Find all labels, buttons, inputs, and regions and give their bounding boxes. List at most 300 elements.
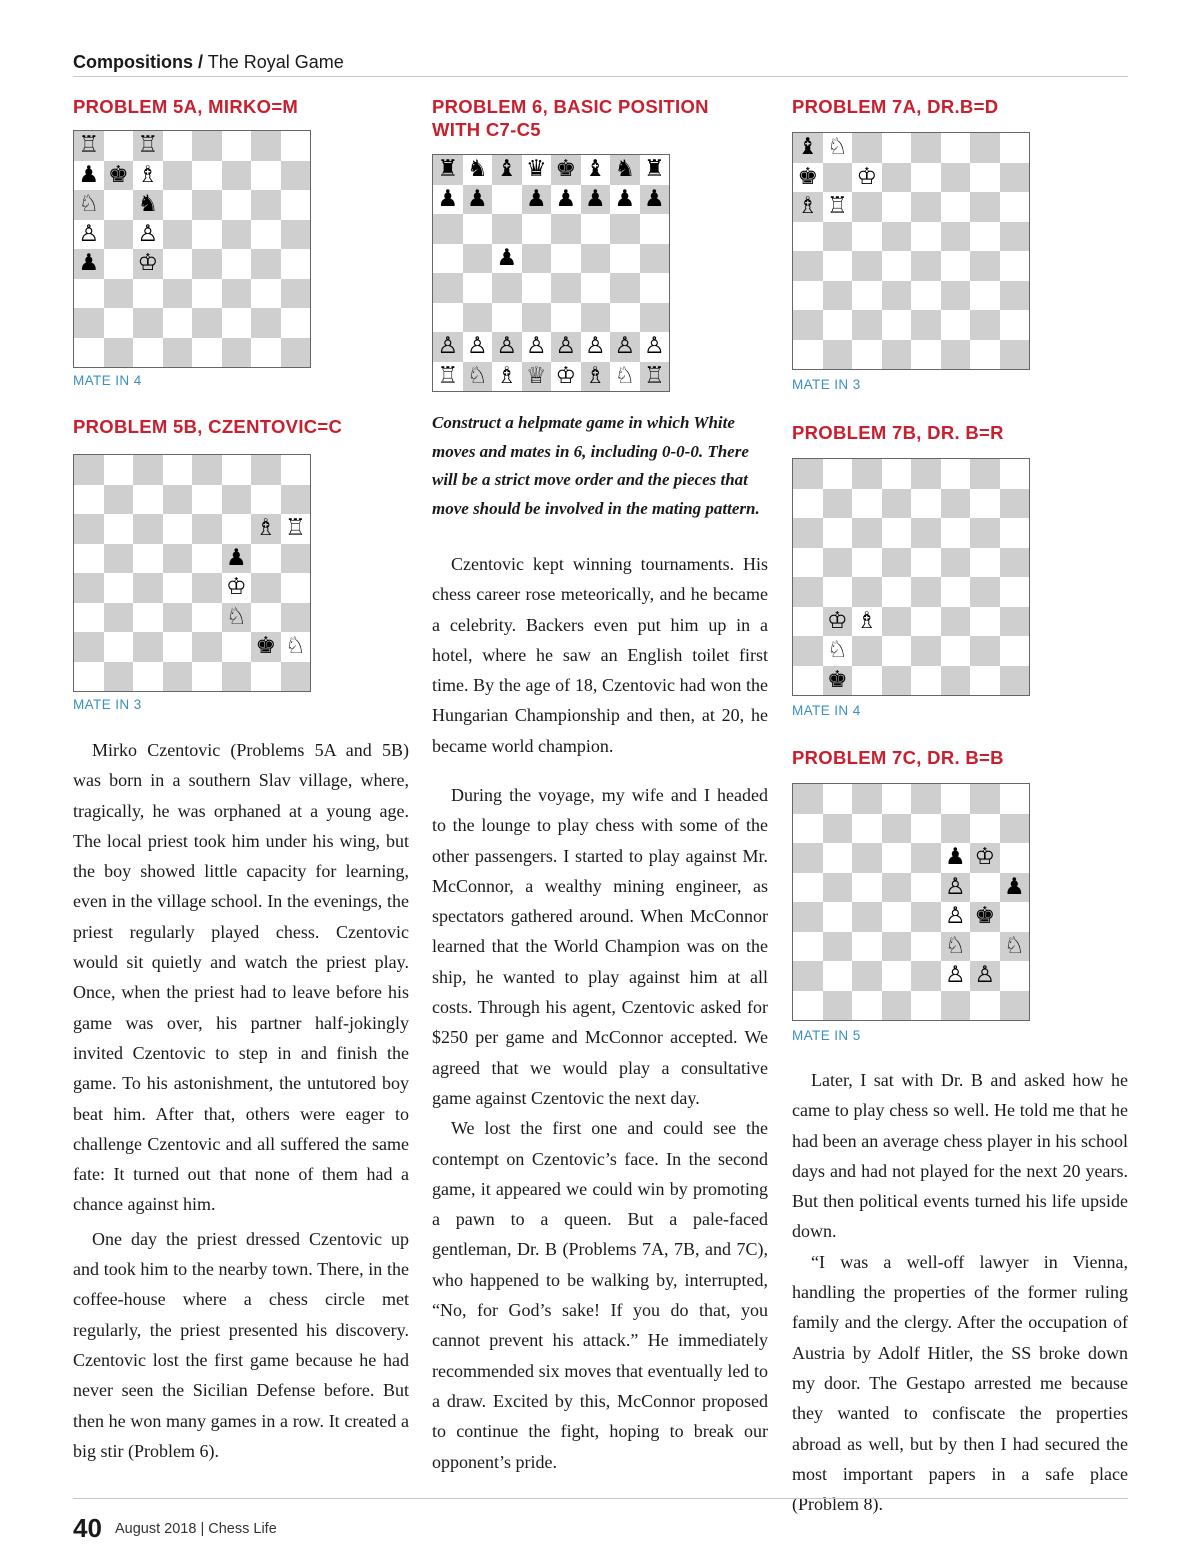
column-1-text (73, 735, 409, 1466)
square-d2 (163, 632, 193, 662)
white-pawn-icon: ♙ (944, 962, 966, 989)
square-c5 (852, 873, 882, 903)
square-c5 (852, 548, 882, 578)
square-f5 (941, 873, 971, 903)
square-f8 (581, 155, 611, 185)
square-g4 (970, 577, 1000, 607)
square-e2 (911, 636, 941, 666)
square-b2 (463, 332, 493, 362)
square-e8 (551, 155, 581, 185)
square-c7 (492, 185, 522, 215)
square-e2 (192, 632, 222, 662)
section-name: Compositions (73, 52, 193, 72)
square-f2 (222, 632, 252, 662)
black-king-icon: ♚ (107, 161, 129, 188)
square-f1 (941, 666, 971, 696)
square-h8 (1000, 133, 1030, 163)
square-e5 (911, 548, 941, 578)
square-c1 (852, 666, 882, 696)
square-g1 (610, 362, 640, 392)
square-e8 (192, 455, 222, 485)
square-c8 (852, 784, 882, 814)
problem-7c-board (792, 783, 1030, 1021)
problem-5b-board (73, 454, 311, 692)
square-e7 (911, 163, 941, 193)
square-g2 (970, 636, 1000, 666)
square-f3 (941, 932, 971, 962)
square-a4 (793, 577, 823, 607)
square-b2 (104, 632, 134, 662)
square-b6 (823, 843, 853, 873)
square-e2 (192, 308, 222, 338)
white-king-icon: ♔ (225, 574, 247, 601)
white-bishop-icon: ♗ (797, 193, 819, 220)
square-a3 (74, 279, 104, 309)
square-f4 (222, 249, 252, 279)
square-d2 (163, 308, 193, 338)
square-c3 (852, 932, 882, 962)
square-a5 (793, 222, 823, 252)
square-b4 (823, 902, 853, 932)
square-f4 (581, 273, 611, 303)
square-a7 (793, 814, 823, 844)
square-e3 (911, 932, 941, 962)
square-g7 (251, 161, 281, 191)
problem-7b-caption: MATE IN 4 (792, 703, 861, 718)
black-queen-icon: ♛ (525, 156, 547, 183)
square-a1 (74, 338, 104, 368)
black-pawn-icon: ♟ (437, 185, 459, 212)
square-f2 (222, 308, 252, 338)
square-e3 (551, 303, 581, 333)
square-c2 (852, 636, 882, 666)
square-f4 (941, 577, 971, 607)
square-a8 (793, 459, 823, 489)
column-3-text (792, 1065, 1128, 1519)
paragraph: Mirko Czentovic (Problems 5A and 5B) was born in a southern Slav village, where, tragically, he was orphaned at a young age. The local priest took him under his wing, but the boy showed little capacity for learning, even in the village school. In the evenings, the priest regularly played chess. Czentovic would sit quietly and watch the priest play. Once, when the priest had to leave before his game was over, his partner half-jokingly invited Czentovic to step in and finish the game. To his astonishment, the untutored boy beat him. After that, others were eager to challenge Czentovic and all suffered the same fate: It turned out that none of them had a chance against him. (73, 740, 409, 1215)
square-a5 (793, 548, 823, 578)
square-f7 (581, 185, 611, 215)
square-b7 (823, 814, 853, 844)
square-b4 (104, 249, 134, 279)
square-b2 (104, 308, 134, 338)
square-d8 (882, 784, 912, 814)
square-c7 (133, 161, 163, 191)
problem-6-stipulation: Construct a helpmate game in which White moves and mates in 6, including 0-0-0. There will be a strict move order and the pieces that move should be involved in the mating pattern. (432, 413, 760, 518)
square-f1 (581, 362, 611, 392)
square-e5 (192, 544, 222, 574)
white-pawn-icon: ♙ (555, 333, 577, 360)
square-g3 (970, 932, 1000, 962)
square-e1 (192, 338, 222, 368)
square-f8 (941, 133, 971, 163)
white-knight-icon: ♘ (1003, 932, 1025, 959)
square-c5 (852, 222, 882, 252)
black-knight-icon: ♞ (137, 191, 159, 218)
square-c6 (852, 518, 882, 548)
square-h7 (1000, 814, 1030, 844)
square-h8 (281, 131, 311, 161)
square-a1 (793, 991, 823, 1021)
square-b3 (823, 281, 853, 311)
square-g1 (970, 991, 1000, 1021)
square-a6 (74, 514, 104, 544)
black-king-icon: ♚ (974, 903, 996, 930)
square-e8 (911, 459, 941, 489)
square-h4 (1000, 902, 1030, 932)
square-b5 (823, 222, 853, 252)
problem-7a-title: PROBLEM 7A, DR.B=D (792, 96, 999, 117)
square-f5 (941, 548, 971, 578)
square-h1 (281, 338, 311, 368)
square-f6 (222, 190, 252, 220)
square-f4 (941, 251, 971, 281)
square-f4 (222, 573, 252, 603)
square-h8 (1000, 459, 1030, 489)
square-c7 (852, 163, 882, 193)
square-a8 (74, 455, 104, 485)
square-b8 (823, 133, 853, 163)
square-h2 (640, 332, 670, 362)
paragraph: One day the priest dressed Czentovic up and took him to the nearby town. There, in the coffee-house where a chess circle met regularly, the priest presented his discovery. Czentovic lost the first game because he had never seen the Sicilian Defense before. But then he won many games in a row. It created a big stir (Problem 6). (73, 1228, 409, 1461)
square-c3 (133, 603, 163, 633)
square-a2 (74, 632, 104, 662)
square-g5 (610, 244, 640, 274)
problem-5a-board (73, 130, 311, 368)
square-g1 (251, 338, 281, 368)
square-f1 (222, 338, 252, 368)
square-a5 (74, 544, 104, 574)
square-h1 (640, 362, 670, 392)
white-pawn-icon: ♙ (78, 220, 100, 247)
square-a8 (793, 784, 823, 814)
square-g8 (610, 155, 640, 185)
square-f7 (941, 814, 971, 844)
white-rook-icon: ♖ (137, 132, 159, 159)
square-a7 (793, 163, 823, 193)
square-d3 (522, 303, 552, 333)
square-g5 (970, 548, 1000, 578)
square-h2 (1000, 961, 1030, 991)
square-f7 (222, 485, 252, 515)
square-b7 (104, 485, 134, 515)
black-king-icon: ♚ (255, 633, 277, 660)
square-b8 (463, 155, 493, 185)
square-h6 (1000, 518, 1030, 548)
column-2-text-top (432, 549, 768, 761)
square-g3 (970, 281, 1000, 311)
square-e1 (911, 991, 941, 1021)
square-h7 (1000, 163, 1030, 193)
black-pawn-icon: ♟ (643, 185, 665, 212)
paragraph: We lost the first one and could see the contempt on Czentovic’s face. In the second game, it appeared we could win by promoting a pawn to a queen. But a pale-faced gentleman, Dr. B (Problems 7A, 7B, and 7C), who happened to be walking by, interrupted, “No, for God’s sake! If you do that, you cannot prevent his attack.” He immediately recommended six moves that eventually led to a draw. Excited by this, McConnor proposed to continue the fight, hoping to break our opponent’s pride. (432, 1118, 768, 1472)
square-c7 (852, 489, 882, 519)
square-g4 (610, 273, 640, 303)
square-c6 (133, 514, 163, 544)
square-f3 (222, 603, 252, 633)
black-pawn-icon: ♟ (555, 185, 577, 212)
square-e3 (911, 281, 941, 311)
square-a4 (433, 273, 463, 303)
square-g6 (970, 192, 1000, 222)
square-d2 (882, 961, 912, 991)
square-d3 (882, 932, 912, 962)
square-h7 (281, 485, 311, 515)
square-f2 (941, 636, 971, 666)
square-c3 (852, 281, 882, 311)
black-pawn-icon: ♟ (1003, 873, 1025, 900)
square-a4 (74, 249, 104, 279)
square-d6 (882, 843, 912, 873)
square-b4 (463, 273, 493, 303)
square-a8 (793, 133, 823, 163)
white-rook-icon: ♖ (826, 193, 848, 220)
square-c4 (133, 573, 163, 603)
square-a6 (74, 190, 104, 220)
black-pawn-icon: ♟ (78, 161, 100, 188)
square-e2 (551, 332, 581, 362)
square-g1 (970, 666, 1000, 696)
square-c4 (852, 251, 882, 281)
black-rook-icon: ♜ (437, 156, 459, 183)
issue-info: August 2018 | Chess Life (115, 1521, 277, 1537)
white-bishop-icon: ♗ (255, 515, 277, 542)
square-h5 (281, 544, 311, 574)
square-c1 (133, 662, 163, 692)
square-c2 (852, 961, 882, 991)
square-e8 (192, 131, 222, 161)
square-f7 (941, 489, 971, 519)
running-header (73, 52, 1128, 77)
problem-7a-board (792, 132, 1030, 370)
white-pawn-icon: ♙ (466, 333, 488, 360)
square-c5 (133, 220, 163, 250)
square-c5 (133, 544, 163, 574)
square-c2 (852, 310, 882, 340)
square-d4 (163, 573, 193, 603)
square-b3 (823, 607, 853, 637)
square-c8 (492, 155, 522, 185)
problem-7b-title: PROBLEM 7B, DR. B=R (792, 422, 1004, 443)
square-g3 (251, 279, 281, 309)
square-e4 (911, 251, 941, 281)
square-d4 (522, 273, 552, 303)
square-d7 (882, 814, 912, 844)
square-h4 (281, 249, 311, 279)
problem-7a-caption: MATE IN 3 (792, 377, 861, 392)
white-bishop-icon: ♗ (584, 362, 606, 389)
square-f6 (941, 192, 971, 222)
square-b2 (823, 636, 853, 666)
white-rook-icon: ♖ (643, 362, 665, 389)
square-c8 (852, 133, 882, 163)
page-number: 40 (73, 1513, 102, 1543)
white-pawn-icon: ♙ (137, 220, 159, 247)
square-d7 (163, 161, 193, 191)
black-king-icon: ♚ (826, 666, 848, 693)
white-bishop-icon: ♗ (496, 362, 518, 389)
square-c1 (852, 340, 882, 370)
square-h1 (1000, 340, 1030, 370)
square-g4 (251, 249, 281, 279)
square-a6 (793, 843, 823, 873)
square-g6 (970, 518, 1000, 548)
square-e7 (551, 185, 581, 215)
square-d3 (882, 607, 912, 637)
square-e5 (192, 220, 222, 250)
square-f6 (222, 514, 252, 544)
square-d2 (522, 332, 552, 362)
square-d6 (163, 514, 193, 544)
square-d8 (163, 455, 193, 485)
paragraph: During the voyage, my wife and I headed to the lounge to play chess with some of the other passengers. I started to play against Mr. McConnor, a wealthy mining engineer, as spectators gathered around. When McConnor learned that the World Champion was on the ship, he wanted to play against him at all costs. Through his agent, Czentovic asked for $250 per game and McConnor accepted. We agreed that we would play a consultative game against Czentovic the next day. (432, 785, 768, 1108)
square-b5 (104, 544, 134, 574)
black-pawn-icon: ♟ (496, 244, 518, 271)
square-c5 (492, 244, 522, 274)
square-h3 (1000, 281, 1030, 311)
square-a4 (74, 573, 104, 603)
square-e3 (192, 279, 222, 309)
square-a1 (793, 666, 823, 696)
square-a6 (793, 192, 823, 222)
square-a3 (793, 607, 823, 637)
square-g7 (970, 814, 1000, 844)
square-f6 (941, 518, 971, 548)
square-c1 (852, 991, 882, 1021)
square-f5 (222, 220, 252, 250)
square-g2 (970, 961, 1000, 991)
square-h4 (1000, 577, 1030, 607)
square-h7 (281, 161, 311, 191)
square-d4 (882, 577, 912, 607)
square-h3 (1000, 932, 1030, 962)
square-f7 (941, 163, 971, 193)
square-c1 (492, 362, 522, 392)
white-bishop-icon: ♗ (137, 161, 159, 188)
white-pawn-icon: ♙ (944, 873, 966, 900)
square-f6 (941, 843, 971, 873)
square-f3 (581, 303, 611, 333)
square-h1 (1000, 991, 1030, 1021)
square-h6 (281, 514, 311, 544)
article-title: The Royal Game (207, 52, 344, 72)
white-knight-icon: ♘ (225, 603, 247, 630)
paragraph: “I was a well-off lawyer in Vienna, handling the properties of the former ruling family and the clergy. After the occupation of Austria by Adolf Hitler, the SS broke down my door. The Gestapo arrested me because they wanted to confiscate the properties abroad as well, but by then I had secured the most important papers in a safe place (Problem 8). (792, 1251, 1128, 1515)
square-f3 (941, 607, 971, 637)
square-g4 (251, 573, 281, 603)
square-e4 (192, 249, 222, 279)
square-d2 (882, 636, 912, 666)
square-b5 (104, 220, 134, 250)
square-e6 (911, 192, 941, 222)
square-h6 (281, 190, 311, 220)
black-pawn-icon: ♟ (466, 185, 488, 212)
square-e4 (192, 573, 222, 603)
square-f5 (222, 544, 252, 574)
square-e2 (911, 310, 941, 340)
square-a4 (793, 251, 823, 281)
square-a7 (433, 185, 463, 215)
square-h8 (281, 455, 311, 485)
square-c6 (492, 214, 522, 244)
square-g8 (970, 459, 1000, 489)
square-a2 (433, 332, 463, 362)
square-g8 (970, 784, 1000, 814)
white-pawn-icon: ♙ (437, 333, 459, 360)
square-h3 (281, 603, 311, 633)
square-h6 (1000, 192, 1030, 222)
square-d4 (882, 902, 912, 932)
square-c2 (492, 332, 522, 362)
square-e3 (911, 607, 941, 637)
square-b2 (823, 310, 853, 340)
problem-6-title-line1: PROBLEM 6, BASIC POSITION (432, 96, 709, 117)
square-h1 (281, 662, 311, 692)
white-king-icon: ♔ (856, 163, 878, 190)
square-b3 (823, 932, 853, 962)
problem-5b-title: PROBLEM 5B, CZENTOVIC=C (73, 416, 343, 437)
square-h3 (281, 279, 311, 309)
square-b2 (823, 961, 853, 991)
square-d7 (522, 185, 552, 215)
square-d6 (522, 214, 552, 244)
square-b1 (823, 340, 853, 370)
square-h3 (1000, 607, 1030, 637)
black-bishop-icon: ♝ (496, 156, 518, 183)
square-a1 (433, 362, 463, 392)
square-e2 (911, 961, 941, 991)
square-c4 (852, 577, 882, 607)
square-a5 (74, 220, 104, 250)
white-pawn-icon: ♙ (584, 333, 606, 360)
square-h5 (640, 244, 670, 274)
square-f3 (941, 281, 971, 311)
black-king-icon: ♚ (555, 156, 577, 183)
square-f1 (941, 991, 971, 1021)
white-pawn-icon: ♙ (944, 903, 966, 930)
square-b3 (463, 303, 493, 333)
square-e8 (911, 784, 941, 814)
white-knight-icon: ♘ (284, 633, 306, 660)
square-d8 (163, 131, 193, 161)
square-e6 (551, 214, 581, 244)
square-b1 (823, 666, 853, 696)
square-e6 (192, 190, 222, 220)
square-h5 (281, 220, 311, 250)
square-e3 (192, 603, 222, 633)
square-b6 (104, 514, 134, 544)
square-h7 (1000, 489, 1030, 519)
white-rook-icon: ♖ (78, 132, 100, 159)
square-a3 (74, 603, 104, 633)
square-f1 (941, 340, 971, 370)
square-e7 (192, 161, 222, 191)
square-a8 (74, 131, 104, 161)
square-b4 (823, 577, 853, 607)
white-rook-icon: ♖ (284, 515, 306, 542)
square-h1 (1000, 666, 1030, 696)
square-c7 (133, 485, 163, 515)
square-d5 (163, 220, 193, 250)
square-c4 (492, 273, 522, 303)
square-a3 (433, 303, 463, 333)
square-b7 (823, 163, 853, 193)
square-g2 (251, 632, 281, 662)
square-h4 (1000, 251, 1030, 281)
square-d7 (163, 485, 193, 515)
square-b1 (104, 662, 134, 692)
square-a1 (793, 340, 823, 370)
